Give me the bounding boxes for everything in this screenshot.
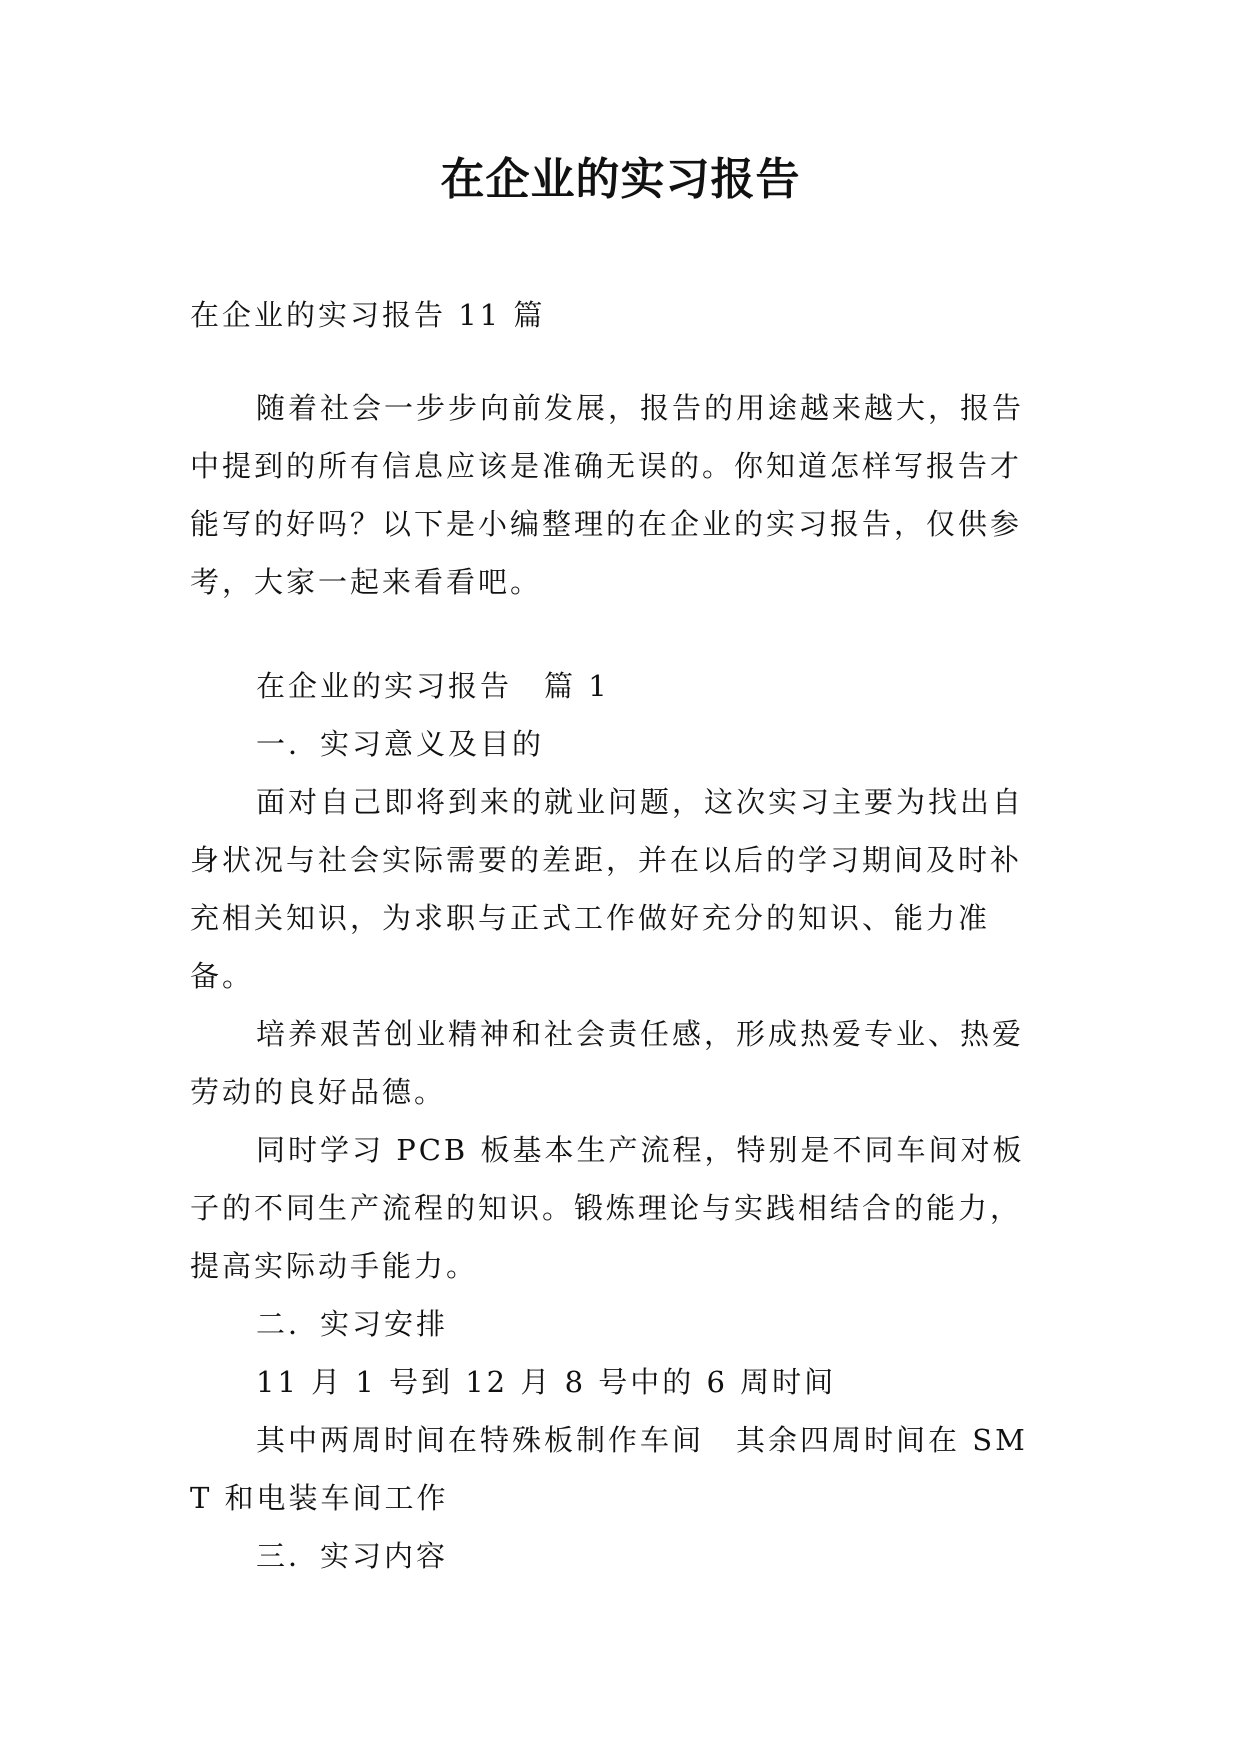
paragraph-arrangement-2: 其中两周时间在特殊板制作车间 其余四周时间在 SMT 和电装车间工作 (190, 1423, 1028, 1515)
paragraph-purpose-2: 培养艰苦创业精神和社会责任感，形成热爱专业、热爱劳动的良好品德。 (190, 1017, 1025, 1109)
paragraph-purpose-3: 同时学习 PCB 板基本生产流程，特别是不同车间对板子的不同生产流程的知识。锻炼理论与实践相结合的能力，提高实际动手能力。 (190, 1133, 1025, 1283)
heading-purpose: 一．实习意义及目的 (256, 727, 545, 761)
document-title: 在企业的实习报告 (440, 154, 801, 205)
paragraph-purpose-1: 面对自己即将到来的就业问题，这次实习主要为找出自身状况与社会实际需要的差距，并在以后的学习期间及时补充相关知识，为求职与正式工作做好充分的知识、能力准备。 (190, 785, 1025, 993)
section-heading: 在企业的实习报告 篇 1 (256, 669, 610, 703)
heading-content: 三．实习内容 (256, 1539, 449, 1573)
document-subtitle: 在企业的实习报告 11 篇 (190, 298, 546, 332)
intro-paragraph: 随着社会一步步向前发展，报告的用途越来越大，报告中提到的所有信息应该是准确无误的。你知道怎样写报告才能写的好吗？以下是小编整理的在企业的实习报告，仅供参考，大家一起来看看吧。 (190, 391, 1025, 599)
heading-arrangement: 二．实习安排 (256, 1307, 449, 1341)
document-body (190, 286, 1050, 1585)
paragraph-arrangement-1: 11 月 1 号到 12 月 8 号中的 6 周时间 (256, 1365, 837, 1399)
